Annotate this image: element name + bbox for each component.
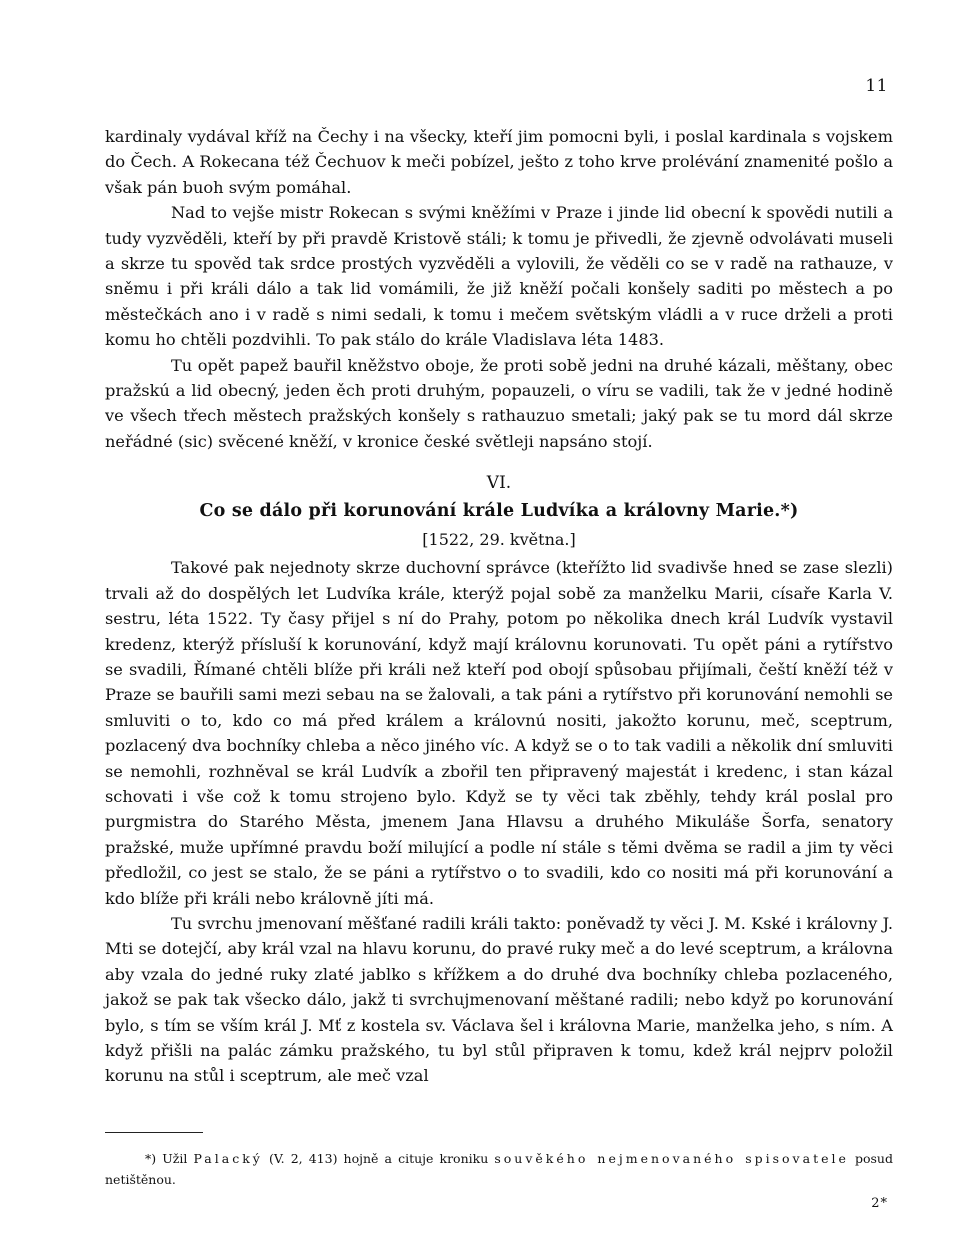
footnote-text-c: posud netištěnou.: [105, 1151, 893, 1187]
footnote-text-a: Užil: [162, 1151, 188, 1166]
footnote-spaced-phrase: souvěkého nejmenovaného spisovatele: [494, 1151, 849, 1166]
footnote-marker: *): [145, 1151, 157, 1166]
page-number: 11: [865, 76, 888, 96]
footnote: [105, 1148, 893, 1190]
chapter-title: Co se dálo při korunování krále Ludvíka a královny Marie.*): [199, 501, 799, 522]
paragraph-korunovani: Takové pak nejednoty skrze duchovní správce (kteřížto lid svadivše hned se zase slezli) trvali až do dospělých let Ludvíka krále, kterýž pojal sobě za manželku Marii, císaře Karla V. sestru, léta 1522. Ty časy přijel s ní do Prahy, potom po několika dnech král Ludvík vystavil kredenz, kterýž přísluší k korunování, když mají královnu korunovati. Tu opět páni a rytířstvo se svadili, Římané chtěli blíže při králi než kteří pod obojí spůsobau přijímali, čeští kněží též v Praze se bauřili sami mezi sebau na se žalovali, a tak páni a rytířstvo při korunování nemohli se smluviti o to, kdo co má před králem a královnú nositi, jakožto korunu, meč, sceptrum, pozlacený dva bochníky chleba a něco jiného víc. A když se o to tak vadili a několik dní smluviti se nemohli, rozhněval se král Ludvík a zbořil ten připravený majestát i kredenc, i stan kázal schovati i vše což k tomu strojeno bylo. Když se ty věci tak zběhly, tehdy král poslal pro purgmistra do Starého Města, jmenem Jana Hlavsu a druhého Mikuláše Šorfa, senatory pražské, muže upřímné pravdu boží milující a podle ní stále s těmi dvěma se radil a jim ty věci předložil, co jest se stalo, že se páni a rytířstvo o to svadili, kdo co nositi má při korunování a kdo blíže při králi nebo královně jíti má.: [105, 558, 893, 908]
chapter-number: VI.: [486, 473, 512, 494]
paragraph-continuation: kardinaly vydával kříž na Čechy i na všecky, kteří jim pomocni byli, i poslal kardinala s vojskem do Čech. A Rokecana též Čechuov k meči pobízel, ješto z toho krve prolévání znamenité pošlo a však pán buoh svým pomáhal.: [105, 127, 893, 197]
footnote-author: Palacký: [193, 1151, 263, 1166]
chapter-date: [1522, 29. května.]: [422, 530, 576, 550]
body-text: [105, 124, 893, 1089]
signature-mark: 2*: [871, 1196, 888, 1211]
footnote-text-b: (V. 2, 413) hojně a cituje kroniku: [268, 1151, 489, 1166]
paragraph-papez: Tu opět papež bauřil kněžstvo oboje, že proti sobě jedni na druhé kázali, měštany, obec pražskú a lid obecný, jeden ěch proti druhým, popauzeli, o víru se vadili, tak že v jedné hodině ve všech třech městech pražských konšely s rathauzuo smetali; jaký pak se tu mord dál skrze neřádné (sic) svěcené kněží, v kronice české světleji napsáno stojí.: [105, 355, 893, 451]
paragraph-rokecan: Nad to vejše mistr Rokecan s svými kněžími v Praze i jinde lid obecní k spovědi nutili a tudy vyzvěděli, kteří by při pravdě Kristově stáli; k tomu je přivedli, že zjevně odvolávati museli a skrze tu spověd tak srdce prostých vyzvěděli a vylovili, že věděli co se v radě na rathauze, v sněmu i při králi dálo a tak lid vomámili, že již kněží počali konšely saditi po městech a po městečkách ano i v radě s nimi sedali, k tomu i mečem světským vládli a v ruce drželi a proti komu ho chtěli pozdvihli. To pak stálo do krále Vladislava léta 1483.: [105, 203, 893, 350]
paragraph-rada-mestanu: Tu svrchu jmenovaní měšťané radili králi takto: poněvadž ty věci J. M. Kské i královny J. Mti se dotejčí, aby král vzal na hlavu korunu, do pravé ruky meč a do levé sceptrum, a královna aby vzala do jedné ruky zlaté jablko s křížkem a do druhé dva bochníky chleba pozlaceného, jakož se pak tak všecko dálo, jakž ti svrchujmenovaní měštané radili; nebo když po korunování bylo, s tím se vším král J. Mť z kostela sv. Václava šel i královna Marie, manželka jeho, s ním. A když přišli na palác zámku pražského, tu byl stůl připraven k tomu, kdež král nejprv položil korunu na stůl i sceptrum, ale meč vzal: [105, 913, 893, 1086]
footnote-divider: [105, 1132, 203, 1133]
